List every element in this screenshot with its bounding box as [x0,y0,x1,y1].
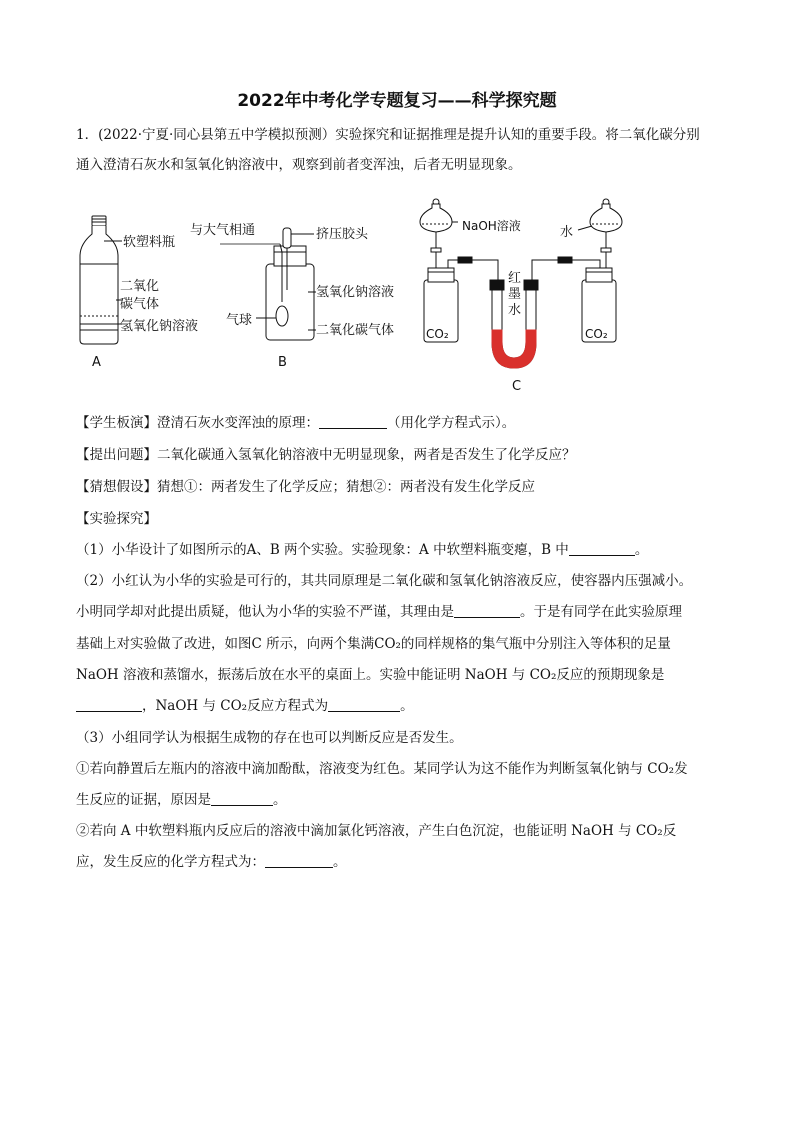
label-c-1: NaOH溶液 [462,219,521,233]
answer-blank-4[interactable] [76,697,142,712]
part-3: （3）小组同学认为根据生成物的存在也可以判断反应是否发生。 [76,730,463,746]
part-2-text-a: 小明同学却对此提出质疑，他认为小华的实验不严谨，其理由是 [76,604,454,620]
answer-blank-6[interactable] [211,791,273,806]
part-3-2-line-2 [76,853,347,871]
label-a-4: 氢氧化钠溶液 [120,319,199,334]
part-2-line-5 [76,697,414,715]
label-c-4: 墨 [508,287,522,302]
part-3-1-line-2 [76,791,287,809]
apparatus-diagram [60,192,660,402]
student-demo-text: 【学生板演】澄清石灰水变浑浊的原理： [76,415,319,431]
label-b-1: 与大气相通 [190,223,256,238]
question-line-2: 通入澄清石灰水和氢氧化钠溶液中，观察到前者变浑浊，后者无明显现象。 [76,157,522,173]
apparatus-a [80,216,122,344]
label-c-3: 红 [508,271,522,286]
bottle-b [266,264,314,340]
part-2-text-c: ，NaOH 与 CO₂反应方程式为 [142,698,329,714]
answer-blank-7[interactable] [265,853,333,868]
part-2-text-b: 。于是有同学在此实验原理 [520,604,682,620]
label-a-1: 软塑料瓶 [123,235,176,250]
label-b-5: 二氧化碳气体 [316,323,395,338]
answer-blank-1[interactable] [319,414,387,429]
experiment-figure [60,192,660,402]
dropper-bulb [283,228,291,248]
plastic-bottle [80,226,118,344]
stopper-b [274,246,306,266]
label-b-4: 气球 [226,313,253,328]
caption-c: C [512,379,522,394]
part-3-1-suffix: 。 [273,792,287,808]
label-a-2: 二氧化 [120,279,160,294]
page-title: 2022年中考化学专题复习——科学探究题 [237,91,557,111]
part-2-line-1: （2）小红认为小华的实验是可行的，其共同原理是二氧化碳和氢氧化钠溶液反应，使容器内压强减小。 [76,573,693,589]
part-1-text: （1）小华设计了如图所示的A、B 两个实验。实验现象：A 中软塑料瓶变瘪，B 中 [76,542,569,558]
answer-blank-5[interactable] [328,697,400,712]
part-2-line-2 [76,603,682,621]
student-demo-suffix: （用化学方程式示）。 [387,415,516,431]
part-1-suffix: 。 [634,542,649,558]
section-student-demo [76,414,515,432]
part-3-1-line-1: ①若向静置后左瓶内的溶液中滴加酚酞，溶液变为红色。某同学认为这不能作为判断氢氧化钠与 CO₂发 [76,761,688,777]
answer-blank-2[interactable] [569,541,635,556]
bottle-cap [92,216,106,226]
part-2-text-d: 。 [400,698,414,714]
label-c-2: 水 [560,225,574,240]
section-question: 【提出问题】二氧化碳通入氢氧化钠溶液中无明显现象，两者是否发生了化学反应？ [76,447,576,463]
part-3-2-text: 应，发生反应的化学方程式为： [76,854,265,870]
section-hypothesis: 【猜想假设】猜想①：两者发生了化学反应；猜想②：两者没有发生化学反应 [76,479,535,495]
answer-blank-3[interactable] [454,603,520,618]
part-3-2-line-1: ②若向 A 中软塑料瓶内反应后的溶液中滴加氯化钙溶液，产生白色沉淀，也能证明 NaOH 与 CO₂反 [76,823,677,839]
caption-b: B [278,355,287,370]
red-ink [492,330,536,368]
funnel-right [590,204,622,232]
label-a-3: 碳气体 [120,297,160,312]
part-2-line-4: NaOH 溶液和蒸馏水，振荡后放在水平的桌面上。实验中能证明 NaOH 与 CO₂反应的预期现象是 [76,667,665,683]
part-1 [76,541,648,559]
part-3-2-suffix: 。 [333,854,347,870]
label-c-7: CO₂ [585,327,608,341]
label-b-3: 氢氧化钠溶液 [316,285,395,300]
question-line-1: 1．(2022·宁夏·同心县第五中学模拟预测）实验探究和证据推理是提升认知的重要手段。将二氧化碳分别 [76,127,700,143]
label-c-6: CO₂ [426,327,449,341]
caption-a: A [92,355,101,370]
balloon [276,306,288,326]
label-b-2: 挤压胶头 [316,227,369,242]
label-c-5: 水 [508,303,522,318]
part-2-line-3: 基础上对实验做了改进，如图C 所示，向两个集满CO₂的同样规格的集气瓶中分别注入等体积的足量 [76,636,671,652]
section-experiment: 【实验探究】 [76,511,157,527]
funnel-left [420,204,452,232]
part-3-1-text: 生反应的证据，原因是 [76,792,211,808]
